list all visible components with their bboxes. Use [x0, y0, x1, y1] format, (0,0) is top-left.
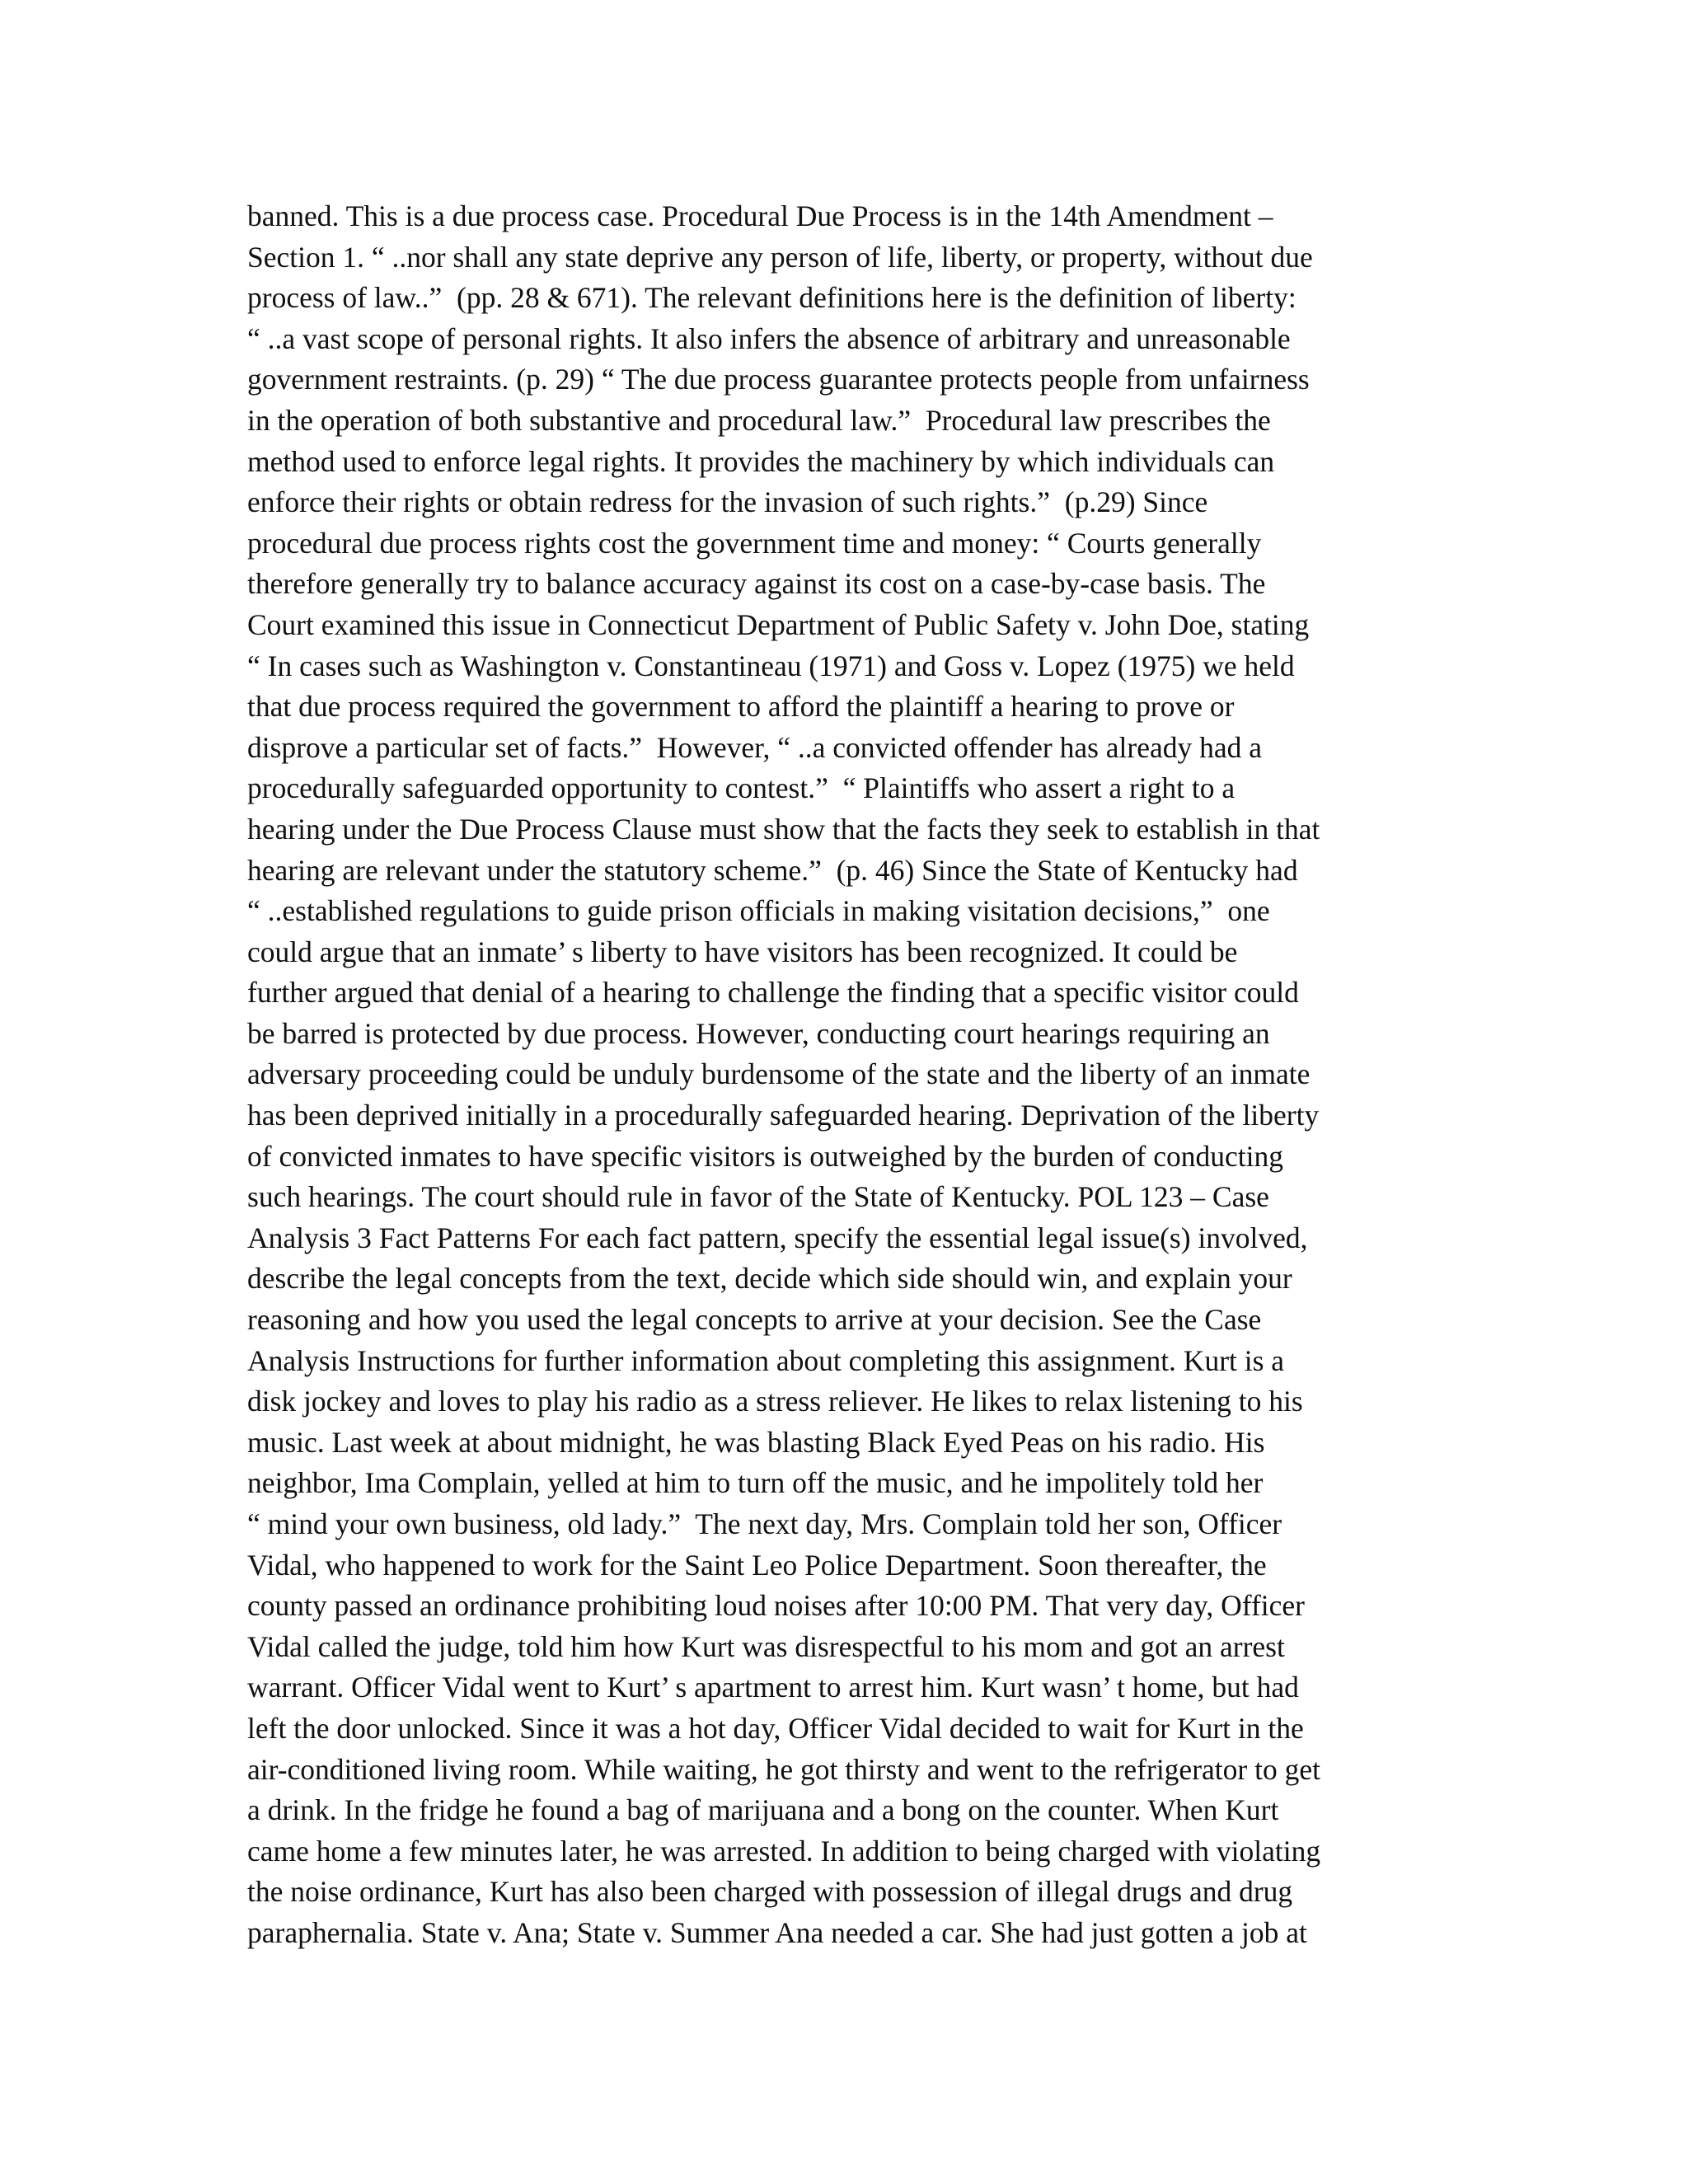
text-line: county passed an ordinance prohibiting loud noises after 10:00 PM. That very day, Officer [247, 1589, 1305, 1623]
text-line: process of law..” (pp. 28 & 671). The relevant definitions here is the definition of liberty: [247, 281, 1296, 315]
text-line: adversary proceeding could be unduly burdensome of the state and the liberty of an inmate [247, 1057, 1311, 1091]
text-line: describe the legal concepts from the text, decide which side should win, and explain your [247, 1262, 1292, 1296]
text-line: Section 1. “ ..nor shall any state deprive any person of life, liberty, or property, without due [247, 240, 1313, 274]
text-line: Court examined this issue in Connecticut Department of Public Safety v. John Doe, stating [247, 607, 1310, 641]
text-line: a drink. In the fridge he found a bag of marijuana and a bong on the counter. When Kurt [247, 1793, 1279, 1827]
text-line: Analysis Instructions for further information about completing this assignment. Kurt is a [247, 1343, 1285, 1377]
text-line: be barred is protected by due process. However, conducting court hearings requiring an [247, 1016, 1270, 1050]
text-line: hearing are relevant under the statutory scheme.” (p. 46) Since the State of Kentucky had [247, 853, 1298, 887]
text-line: warrant. Officer Vidal went to Kurt’ s apartment to arrest him. Kurt wasn’ t home, but had [247, 1671, 1299, 1704]
text-line: hearing under the Due Process Clause must show that the facts they seek to establish in that [247, 812, 1320, 846]
text-line: therefore generally try to balance accuracy against its cost on a case-by-case basis. The [247, 567, 1266, 601]
text-line: “ mind your own business, old lady.” The next day, Mrs. Complain told her son, Officer [247, 1507, 1282, 1540]
text-line: procedurally safeguarded opportunity to contest.” “ Plaintiffs who assert a right to a [247, 771, 1236, 805]
text-line: disprove a particular set of facts.” However, “ ..a convicted offender has already had a [247, 730, 1262, 764]
text-line: paraphernalia. State v. Ana; State v. Summer Ana needed a car. She had just gotten a job at [247, 1915, 1307, 1949]
text-line: “ ..a vast scope of personal rights. It also infers the absence of arbitrary and unreasonable [247, 321, 1291, 355]
text-line: “ ..established regulations to guide prison officials in making visitation decisions,” one [247, 894, 1270, 928]
text-line: left the door unlocked. Since it was a hot day, Officer Vidal decided to wait for Kurt in the [247, 1711, 1304, 1745]
text-line: that due process required the government to afford the plaintiff a hearing to prove or [247, 690, 1235, 724]
text-line: reasoning and how you used the legal concepts to arrive at your decision. See the Case [247, 1303, 1262, 1337]
text-line: “ In cases such as Washington v. Constantineau (1971) and Goss v. Lopez (1975) we held [247, 649, 1295, 682]
text-line: neighbor, Ima Complain, yelled at him to turn off the music, and he impolitely told her [247, 1466, 1264, 1500]
text-line: method used to enforce legal rights. It provides the machinery by which individuals can [247, 444, 1275, 478]
text-line: could argue that an inmate’ s liberty to have visitors has been recognized. It could be [247, 935, 1238, 968]
text-line: in the operation of both substantive and procedural law.” Procedural law prescribes the [247, 403, 1271, 437]
body-text [247, 196, 1451, 1954]
text-line: Analysis 3 Fact Patterns For each fact pattern, specify the essential legal issue(s) involved, [247, 1221, 1308, 1254]
text-line: has been deprived initially in a procedurally safeguarded hearing. Deprivation of the liberty [247, 1099, 1320, 1132]
text-line: air-conditioned living room. While waiting, he got thirsty and went to the refrigerator to get [247, 1752, 1320, 1786]
text-line: the noise ordinance, Kurt has also been charged with possession of illegal drugs and drug [247, 1875, 1293, 1909]
text-line: Vidal, who happened to work for the Saint Leo Police Department. Soon thereafter, the [247, 1548, 1267, 1582]
text-line: enforce their rights or obtain redress for the invasion of such rights.” (p.29) Since [247, 485, 1208, 519]
text-line: banned. This is a due process case. Procedural Due Process is in the 14th Amendment – [247, 199, 1273, 232]
text-line: such hearings. The court should rule in favor of the State of Kentucky. POL 123 – Case [247, 1180, 1269, 1214]
text-line: government restraints. (p. 29) “ The due process guarantee protects people from unfairness [247, 363, 1310, 396]
text-line: procedural due process rights cost the government time and money: “ Courts generally [247, 526, 1262, 560]
text-line: disk jockey and loves to play his radio as a stress reliever. He likes to relax listening to his [247, 1385, 1303, 1418]
text-line: of convicted inmates to have specific visitors is outweighed by the burden of conducting [247, 1139, 1283, 1173]
text-line: further argued that denial of a hearing to challenge the finding that a specific visitor could [247, 976, 1299, 1010]
text-line: Vidal called the judge, told him how Kurt was disrespectful to his mom and got an arrest [247, 1629, 1285, 1663]
text-line: music. Last week at about midnight, he was blasting Black Eyed Peas on his radio. His [247, 1425, 1265, 1459]
text-line: came home a few minutes later, he was arrested. In addition to being charged with violating [247, 1834, 1321, 1868]
